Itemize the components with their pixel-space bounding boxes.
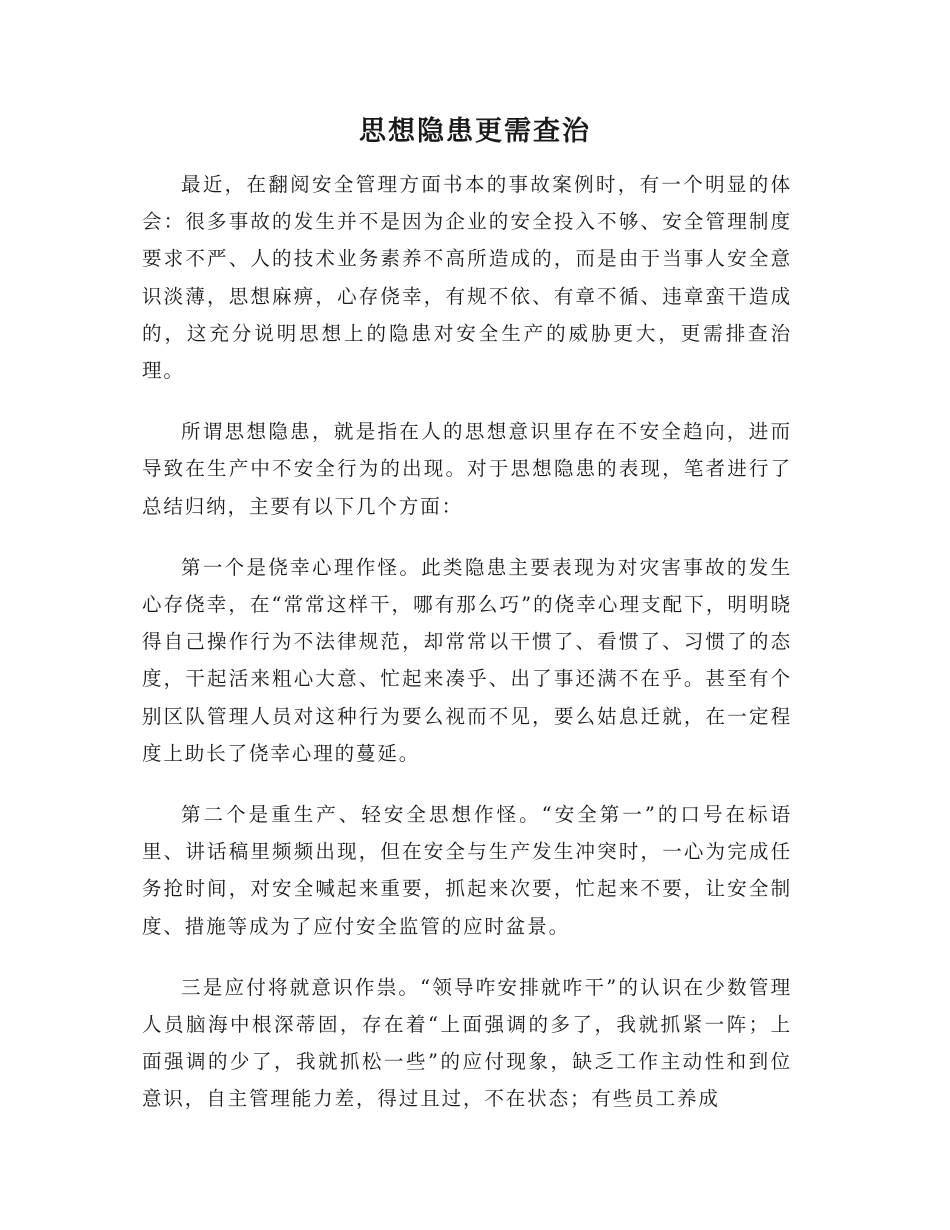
document-body	[142, 166, 792, 1142]
document-title: 思想隐患更需查治	[359, 116, 591, 147]
paragraph-point-3: 三是应付将就意识作祟。“领导咋安排就咋干”的认识在少数管理人员脑海中根深蒂固，存在着“上面强调的多了，我就抓紧一阵；上面强调的少了，我就抓松一些”的应付现象，缺乏工作主动性和到位意识，自主管理能力差，得过且过，不在状态；有些员工养成	[142, 975, 792, 1111]
paragraph-point-2: 第二个是重生产、轻安全思想作怪。“安全第一”的口号在标语里、讲话稿里频频出现，但在安全与生产发生冲突时，一心为完成任务抢时间，对安全喊起来重要，抓起来次要，忙起来不要，让安全制度、措施等成为了应付安全监管的应时盆景。	[142, 803, 792, 938]
paragraph-point-1: 第一个是侥幸心理作怪。此类隐患主要表现为对灾害事故的发生心存侥幸，在“常常这样干，哪有那么巧”的侥幸心理支配下，明明晓得自己操作行为不法律规范，却常常以干惯了、看惯了、习惯了的态度，干起活来粗心大意、忙起来凑乎、出了事还满不在乎。甚至有个别区队管理人员对这种行为要么视而不见，要么姑息迁就，在一定程度上助长了侥幸心理的蔓延。	[142, 555, 792, 765]
paragraph-definition: 所谓思想隐患，就是指在人的思想意识里存在不安全趋向，进而导致在生产中不安全行为的出现。对于思想隐患的表现，笔者进行了总结归纳，主要有以下几个方面：	[142, 420, 792, 518]
paragraph-intro: 最近，在翻阅安全管理方面书本的事故案例时，有一个明显的体会：很多事故的发生并不是因为企业的安全投入不够、安全管理制度要求不严、人的技术业务素养不高所造成的，而是由于当事人安全意识淡薄，思想麻痹，心存侥幸，有规不依、有章不循、违章蛮干造成的，这充分说明思想上的隐患对安全生产的威胁更大，更需排查治理。	[142, 173, 792, 383]
